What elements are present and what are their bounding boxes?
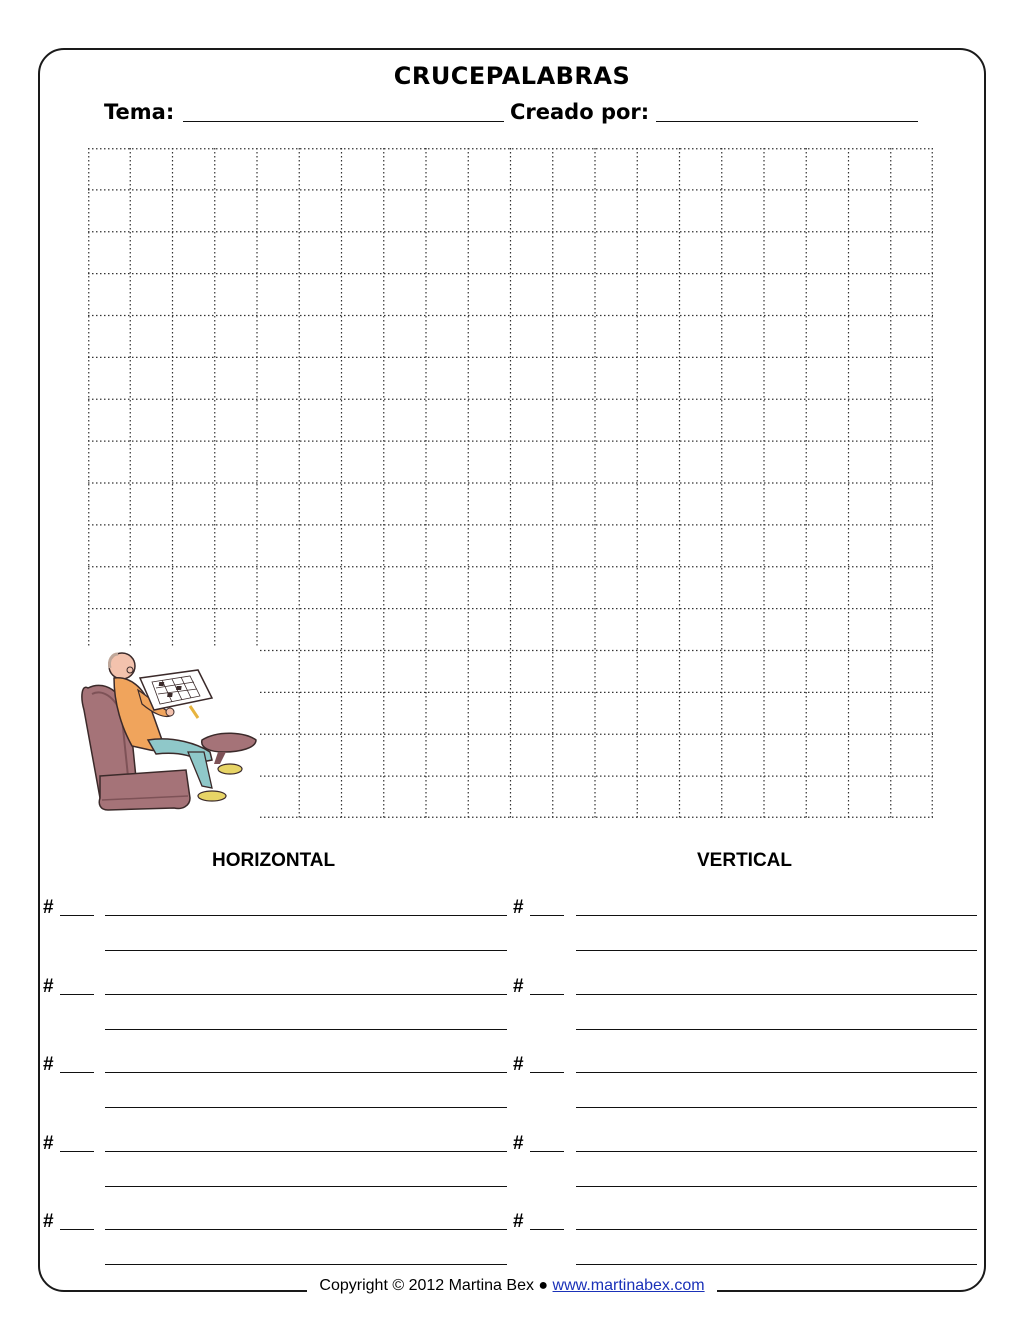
down-clue-line[interactable] bbox=[576, 1186, 977, 1187]
copyright-text: Copyright © 2012 Martina Bex bbox=[319, 1277, 534, 1294]
down-clue-number-mark: # bbox=[513, 975, 524, 997]
down-clue-line[interactable] bbox=[576, 1151, 977, 1152]
across-clue-number-line[interactable] bbox=[60, 1229, 94, 1230]
down-clue-line[interactable] bbox=[576, 950, 977, 951]
down-clue-line[interactable] bbox=[576, 1072, 977, 1073]
down-clue-number-mark: # bbox=[513, 1054, 524, 1075]
down-clue-number-mark: # bbox=[513, 1132, 524, 1154]
across-clue-number-mark: # bbox=[43, 1132, 54, 1154]
topic-label: Tema: bbox=[104, 100, 175, 124]
down-clue-number-line[interactable] bbox=[530, 1229, 564, 1230]
creator-label: Creado por: bbox=[510, 100, 650, 124]
website-link[interactable]: www.martinabex.com bbox=[552, 1277, 705, 1294]
across-clue-line[interactable] bbox=[105, 1107, 507, 1108]
down-clue-number-line[interactable] bbox=[530, 915, 564, 916]
footer bbox=[0, 1277, 1024, 1295]
footer-separator: ● bbox=[538, 1277, 549, 1294]
across-heading: HORIZONTAL bbox=[212, 850, 336, 871]
across-clue-line[interactable] bbox=[105, 1186, 507, 1187]
down-clue-number-line[interactable] bbox=[530, 1151, 564, 1152]
across-clue-number-mark: # bbox=[43, 975, 54, 997]
down-clue-line[interactable] bbox=[576, 1107, 977, 1108]
across-clue-line[interactable] bbox=[105, 1229, 507, 1230]
across-clue-line[interactable] bbox=[105, 1072, 507, 1073]
across-clue-number-line[interactable] bbox=[60, 915, 94, 916]
down-clue-line[interactable] bbox=[576, 994, 977, 995]
across-clue-line[interactable] bbox=[105, 1029, 507, 1030]
topic-input-line[interactable] bbox=[183, 121, 504, 122]
across-clue-number-mark: # bbox=[43, 1211, 54, 1232]
down-heading: VERTICAL bbox=[697, 850, 792, 871]
down-clue-number-mark: # bbox=[513, 897, 524, 918]
creator-input-line[interactable] bbox=[656, 121, 918, 122]
across-clue-number-line[interactable] bbox=[60, 994, 94, 995]
across-clue-line[interactable] bbox=[105, 1151, 507, 1152]
crossword-reader-illustration bbox=[78, 648, 260, 820]
across-clue-number-line[interactable] bbox=[60, 1072, 94, 1073]
down-clue-number-line[interactable] bbox=[530, 1072, 564, 1073]
worksheet-title: CRUCEPALABRAS bbox=[393, 62, 631, 90]
across-clue-line[interactable] bbox=[105, 1264, 507, 1265]
down-clue-line[interactable] bbox=[576, 1229, 977, 1230]
across-clue-line[interactable] bbox=[105, 915, 507, 916]
across-clue-line[interactable] bbox=[105, 950, 507, 951]
across-clue-line[interactable] bbox=[105, 994, 507, 995]
down-clue-number-line[interactable] bbox=[530, 994, 564, 995]
across-clue-number-mark: # bbox=[43, 897, 54, 918]
across-clue-number-mark: # bbox=[43, 1054, 54, 1075]
down-clue-line[interactable] bbox=[576, 1264, 977, 1265]
down-clue-number-mark: # bbox=[513, 1211, 524, 1232]
across-clue-number-line[interactable] bbox=[60, 1151, 94, 1152]
down-clue-line[interactable] bbox=[576, 915, 977, 916]
down-clue-line[interactable] bbox=[576, 1029, 977, 1030]
